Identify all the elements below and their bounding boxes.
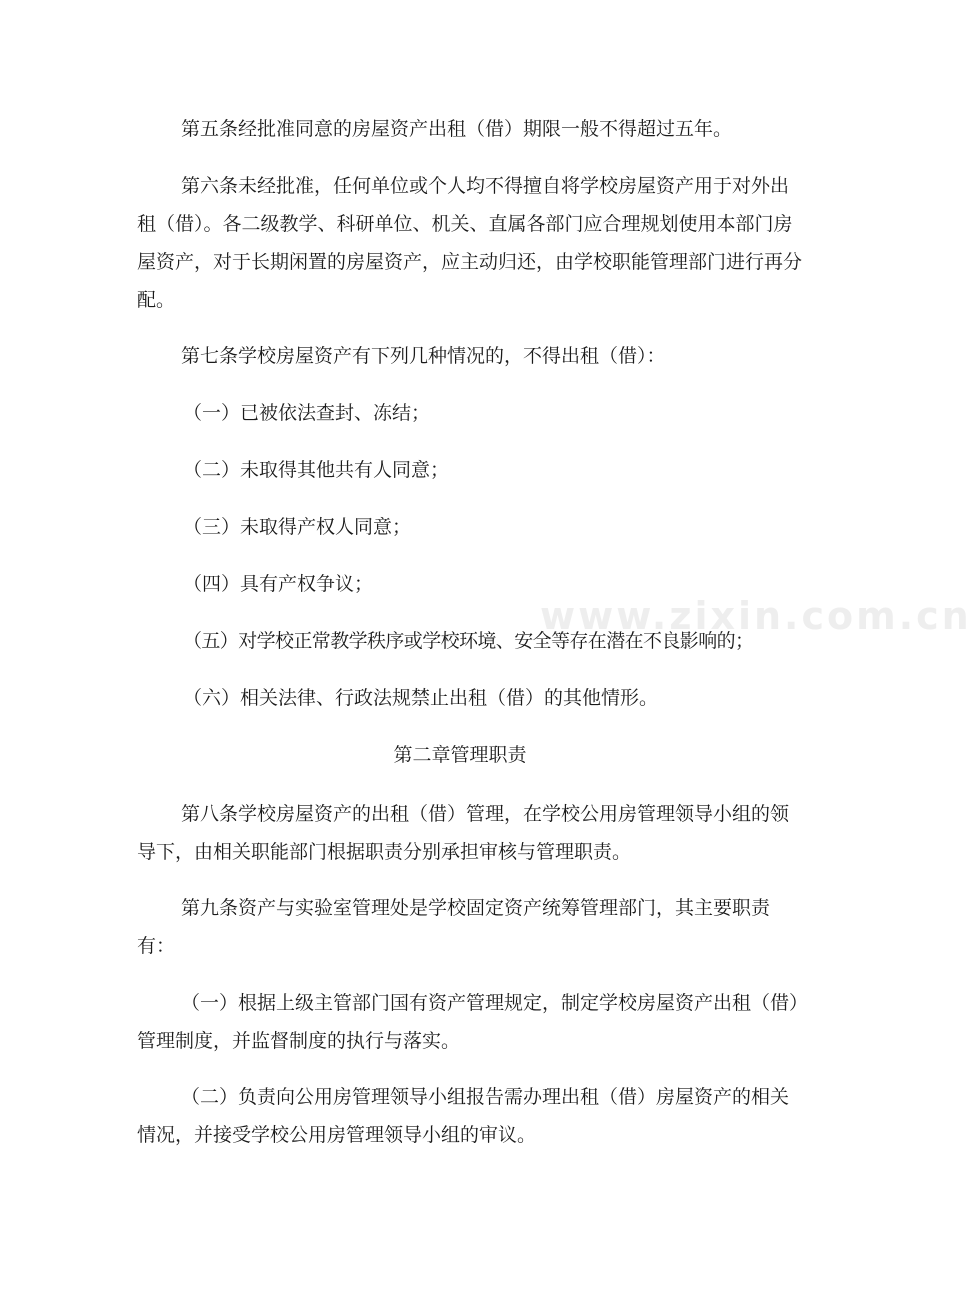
article-7-item-2: （二）未取得其他共有人同意； bbox=[183, 459, 450, 481]
watermark: www.zixin.com.cn bbox=[540, 594, 972, 638]
article-7-item-1: （一）已被依法查封、冻结； bbox=[183, 402, 431, 424]
article-7-item-3: （三）未取得产权人同意； bbox=[183, 516, 412, 538]
article-9-item-2: （二）负责向公用房管理领导小组报告需办理出租（借）房屋资产的相关情况，并接受学校公用房管理领导小组的审议。 bbox=[137, 1086, 790, 1146]
chapter-heading: 第二章管理职责 bbox=[393, 744, 527, 766]
article-6: 第六条未经批准，任何单位或个人均不得擅自将学校房屋资产用于对外出租（借）。各二级教学、科研单位、机关、直属各部门应合理规划使用本部门房屋资产，对于长期闲置的房屋资产，应主动归还，由学校职能管理部门进行再分配。 bbox=[137, 175, 803, 311]
article-9-item-1: （一）根据上级主管部门国有资产管理规定，制定学校房屋资产出租（借）管理制度，并监督制度的执行与落实。 bbox=[137, 992, 799, 1052]
article-7-item-5: （五）对学校正常教学秩序或学校环境、安全等存在潜在不良影响的； bbox=[183, 630, 754, 652]
article-5: 第五条经批准同意的房屋资产出租（借）期限一般不得超过五年。 bbox=[181, 118, 733, 140]
article-9: 第九条资产与实验室管理处是学校固定资产统筹管理部门，其主要职责有： bbox=[137, 897, 771, 957]
article-7: 第七条学校房屋资产有下列几种情况的，不得出租（借）： bbox=[181, 345, 666, 367]
article-7-item-4: （四）具有产权争议； bbox=[183, 573, 374, 595]
article-7-item-6: （六）相关法律、行政法规禁止出租（借）的其他情形。 bbox=[183, 687, 659, 709]
article-8: 第八条学校房屋资产的出租（借）管理，在学校公用房管理领导小组的领导下，由相关职能部门根据职责分别承担审核与管理职责。 bbox=[137, 803, 790, 863]
